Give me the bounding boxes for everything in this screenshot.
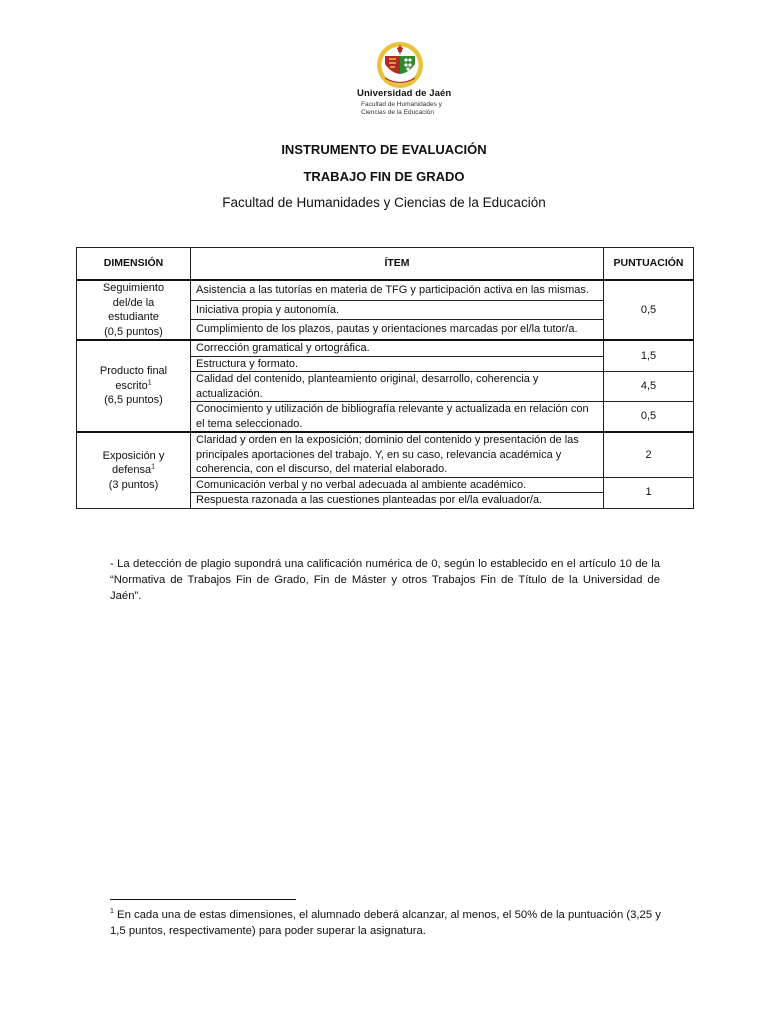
- footnote-ref: 1: [151, 463, 156, 471]
- dimension-cell: Exposición y defensa$^1$ (3 puntos): [77, 432, 191, 508]
- header-score: PUNTUACIÓN: [604, 248, 694, 281]
- faculty-name-line-1: Facultad de Humanidades y: [361, 101, 442, 108]
- faculty-title: Facultad de Humanidades y Ciencias de la Educación: [222, 195, 546, 210]
- item-cell: Calidad del contenido, planteamiento original, desarrollo, coherencia y actualización.: [191, 372, 604, 402]
- document-subtitle: TRABAJO FIN DE GRADO: [303, 169, 465, 184]
- footnote: [110, 907, 665, 939]
- dimension-cell: Seguimiento del/de la estudiante (0,5 puntos): [77, 280, 191, 340]
- evaluation-table: [76, 247, 694, 509]
- table-row: [77, 280, 694, 300]
- score-cell: 4,5: [604, 372, 694, 402]
- score-cell: 1,5: [604, 340, 694, 372]
- footnote-separator: [110, 899, 296, 900]
- item-cell: Respuesta razonada a las cuestiones planteadas por el/la evaluador/a.: [191, 493, 604, 509]
- item-cell: Comunicación verbal y no verbal adecuada al ambiente académico.: [191, 477, 604, 493]
- table-row: [77, 340, 694, 356]
- header-dimension: DIMENSIÓN: [77, 248, 191, 281]
- score-cell: 1: [604, 477, 694, 508]
- university-seal-icon: [375, 40, 425, 90]
- document-title: INSTRUMENTO DE EVALUACIÓN: [281, 142, 487, 157]
- item-cell: Iniciativa propia y autonomía.: [191, 300, 604, 320]
- dimension-cell: Producto final escrito$^1$ (6,5 puntos): [77, 340, 191, 432]
- item-cell: Corrección gramatical y ortográfica.: [191, 340, 604, 356]
- plagiarism-note: - La detección de plagio supondrá una calificación numérica de 0, según lo establecido en el artículo 10 de la “Normativa de Trabajos Fin de Grado, Fin de Máster y otros Trabajos Fin de Título de la Universidad de Jaén”.: [110, 558, 660, 602]
- university-name: Universidad de Jaén: [357, 88, 452, 99]
- item-cell: Cumplimiento de los plazos, pautas y orientaciones marcadas por el/la tutor/a.: [191, 320, 604, 340]
- score-cell: 0,5: [604, 402, 694, 433]
- footnote-ref: 1: [147, 379, 152, 387]
- faculty-name-line-2: Ciencias de la Educación: [361, 109, 434, 116]
- item-cell: Asistencia a las tutorías en materia de TFG y participación activa en las mismas.: [191, 280, 604, 300]
- item-cell: Conocimiento y utilización de bibliografía relevante y actualizada en relación con el tema seleccionado.: [191, 402, 604, 433]
- table-row: [77, 432, 694, 477]
- item-cell: Estructura y formato.: [191, 356, 604, 372]
- footnote-mark: 1: [110, 908, 114, 916]
- footnote-text: En cada una de estas dimensiones, el alumnado deberá alcanzar, al menos, el 50% de la puntuación (3,25 y 1,5 puntos, respectivamente) para poder superar la asignatura.: [110, 909, 661, 937]
- item-cell: Claridad y orden en la exposición; dominio del contenido y presentación de las principales aportaciones del trabajo. Y, en su caso, relevancia académica y coherencia, con el discurso, del material elaborado.: [191, 432, 604, 477]
- score-cell: 2: [604, 432, 694, 477]
- table-header-row: [77, 248, 694, 281]
- header-item: ÍTEM: [191, 248, 604, 281]
- score-cell: 0,5: [604, 280, 694, 340]
